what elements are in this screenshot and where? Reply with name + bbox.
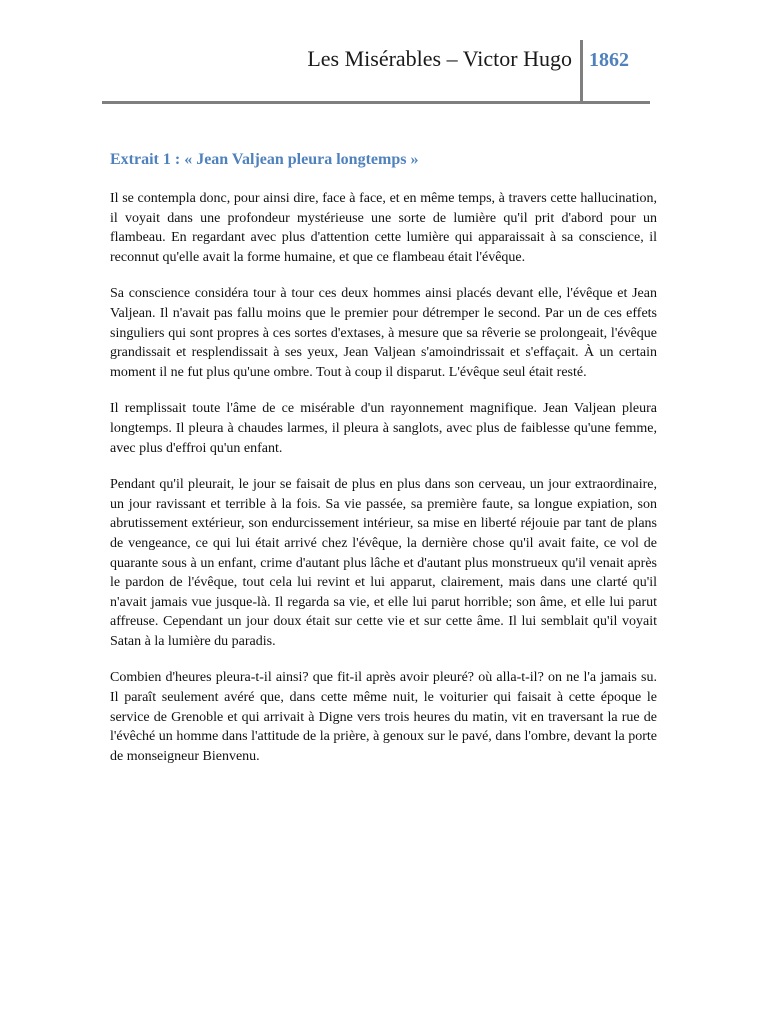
paragraph-3: Il remplissait toute l'âme de ce misérable d'un rayonnement magnifique. Jean Valjean pleura longtemps. Il pleura à chaudes larmes, il pleura à sanglots, avec plus de faiblesse qu'une femme, avec plus d'effroi qu'un enfant. [110,401,657,456]
document-body [110,151,657,783]
header-vertical-rule [580,40,583,104]
paragraph-5: Combien d'heures pleura-t-il ainsi? que fit-il après avoir pleuré? où alla-t-il? on ne l'a jamais su. Il paraît seulement avéré que, dans cette même nuit, le voiturier qui faisait à cette époque le service de Grenoble et qui arrivait à Digne vers trois heures du matin, vit en traversant la rue de l'évêché un homme dans l'attitude de la prière, à genoux sur le pavé, dans l'ombre, devant la porte de monseigneur Bienvenu. [110,670,657,764]
paragraph-1: Il se contempla donc, pour ainsi dire, face à face, et en même temps, à travers cette hallucination, il voyait dans une profondeur mystérieuse une sorte de lumière qu'il prit d'abord pour un flambeau. En regardant avec plus d'attention cette lumière qui apparaissait à sa conscience, il reconnut qu'elle avait la forme humaine, et que ce flambeau était l'évêque. [110,191,657,265]
page-number: 1862 [589,49,629,71]
paragraph-2: Sa conscience considéra tour à tour ces deux hommes ainsi placés devant elle, l'évêque et Jean Valjean. Il n'avait pas fallu moins que le premier pour détremper le second. Par un de ces effets singuliers qui sont propres à ces sortes d'extases, à mesure que sa rêverie se prolongeait, l'évêque grandissait et resplendissait à ses yeux, Jean Valjean s'amoindrissait et s'effaçait. À un certain moment il ne fut plus qu'une ombre. Tout à coup il disparut. L'évêque seul était resté. [110,286,657,380]
paragraph-4: Pendant qu'il pleurait, le jour se faisait de plus en plus dans son cerveau, un jour extraordinaire, un jour ravissant et terrible à la fois. Sa vie passée, sa première faute, sa longue expiation, son abrutissement extérieur, son endurcissement intérieur, sa mise en liberté réjouie par tant de plans de vengeance, ce qui lui était arrivé chez l'évêque, la dernière chose qu'il avait faite, ce vol de quarante sous à un enfant, crime d'autant plus lâche et d'autant plus monstrueux qu'il venait après le pardon de l'évêque, tout cela lui revint et lui apparut, clairement, mais dans une clarté qu'il n'avait jamais vue jusque-là. Il regarda sa vie, et elle lui parut horrible; son âme, et elle lui parut affreuse. Cependant un jour doux était sur cette vie et sur cette âme. Il lui semblait qu'il voyait Satan à la lumière du paradis. [110,477,657,649]
header-title: Les Misérables – Victor Hugo [307,46,572,71]
page-header [102,40,650,104]
header-horizontal-rule [102,101,650,104]
section-heading: Extrait 1 : « Jean Valjean pleura longtemps » [110,151,419,168]
